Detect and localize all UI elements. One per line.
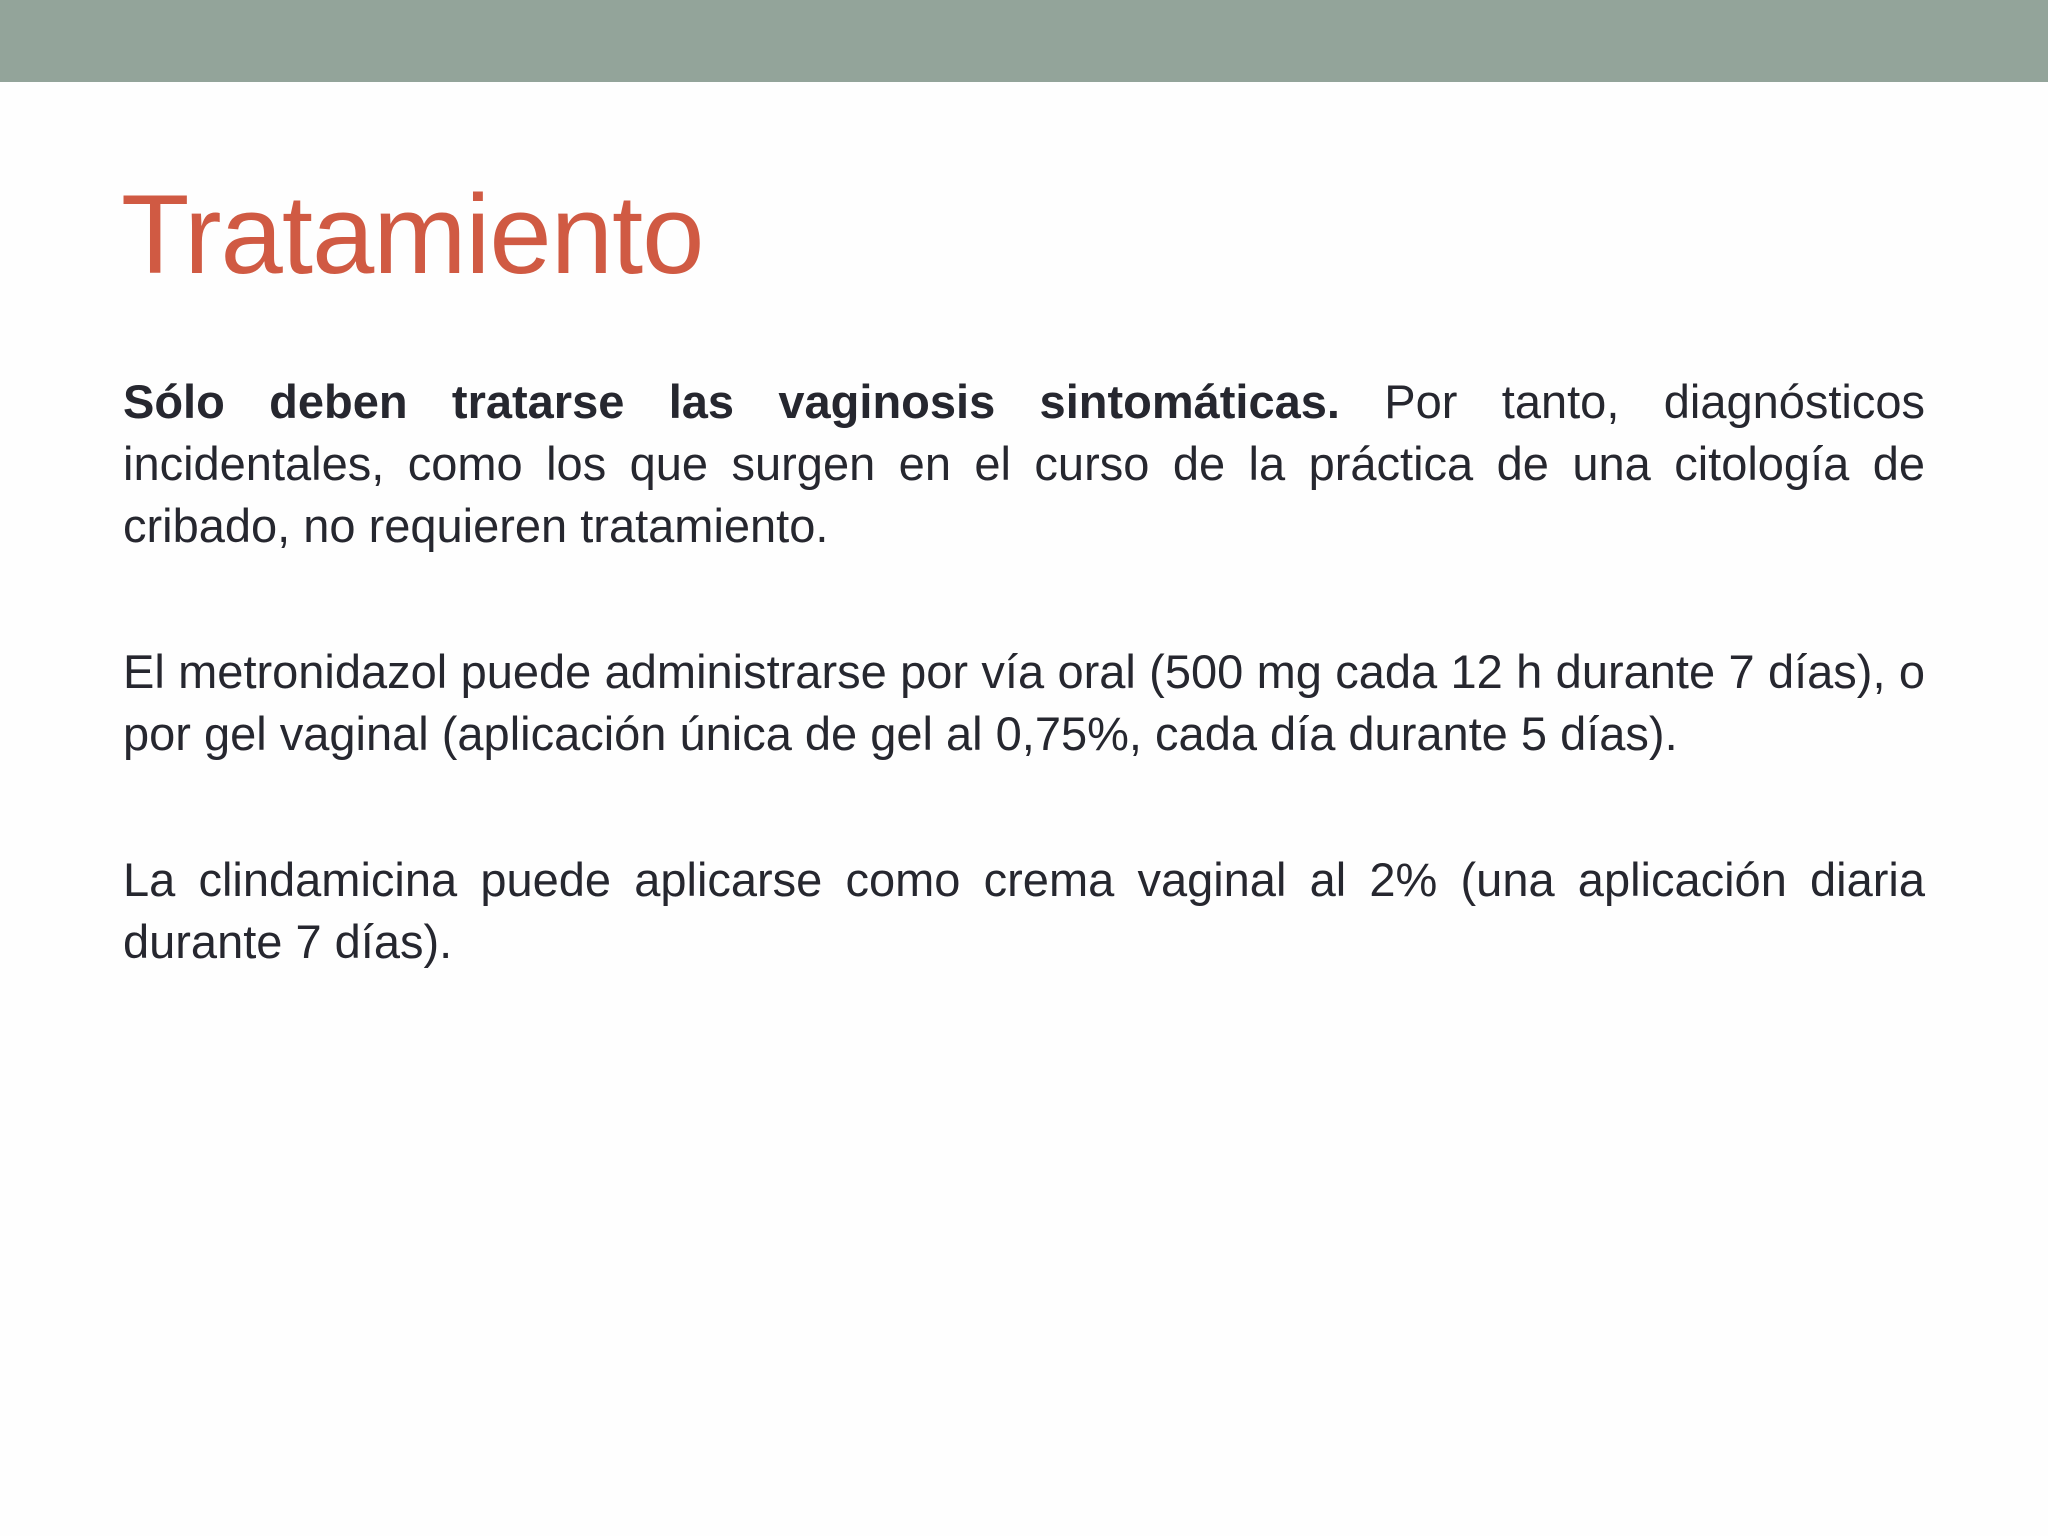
paragraph-metronidazol	[123, 641, 1925, 765]
slide-title: Tratamiento	[121, 172, 704, 297]
paragraph-bold-lead: Sólo deben tratarse las vaginosis sintomáticas.	[123, 375, 1340, 428]
paragraph-text: La clindamicina puede aplicarse como crema vaginal al 2% (una aplicación diaria durante 7 días).	[123, 853, 1925, 968]
paragraph-clindamicina	[123, 849, 1925, 973]
paragraph-text: Por tanto, diagnósticos incidentales, como los que surgen en el curso de la práctica de una citología de cribado, no requieren tratamiento.	[123, 375, 1926, 552]
top-accent-bar	[0, 0, 2048, 82]
paragraph-text: El metronidazol puede administrarse por vía oral (500 mg cada 12 h durante 7 días), o por gel vaginal (aplicación única de gel al 0,75%, cada día durante 5 días).	[123, 645, 1925, 760]
slide-body	[123, 371, 1925, 1057]
paragraph-symptomatic-treatment	[123, 371, 1925, 557]
